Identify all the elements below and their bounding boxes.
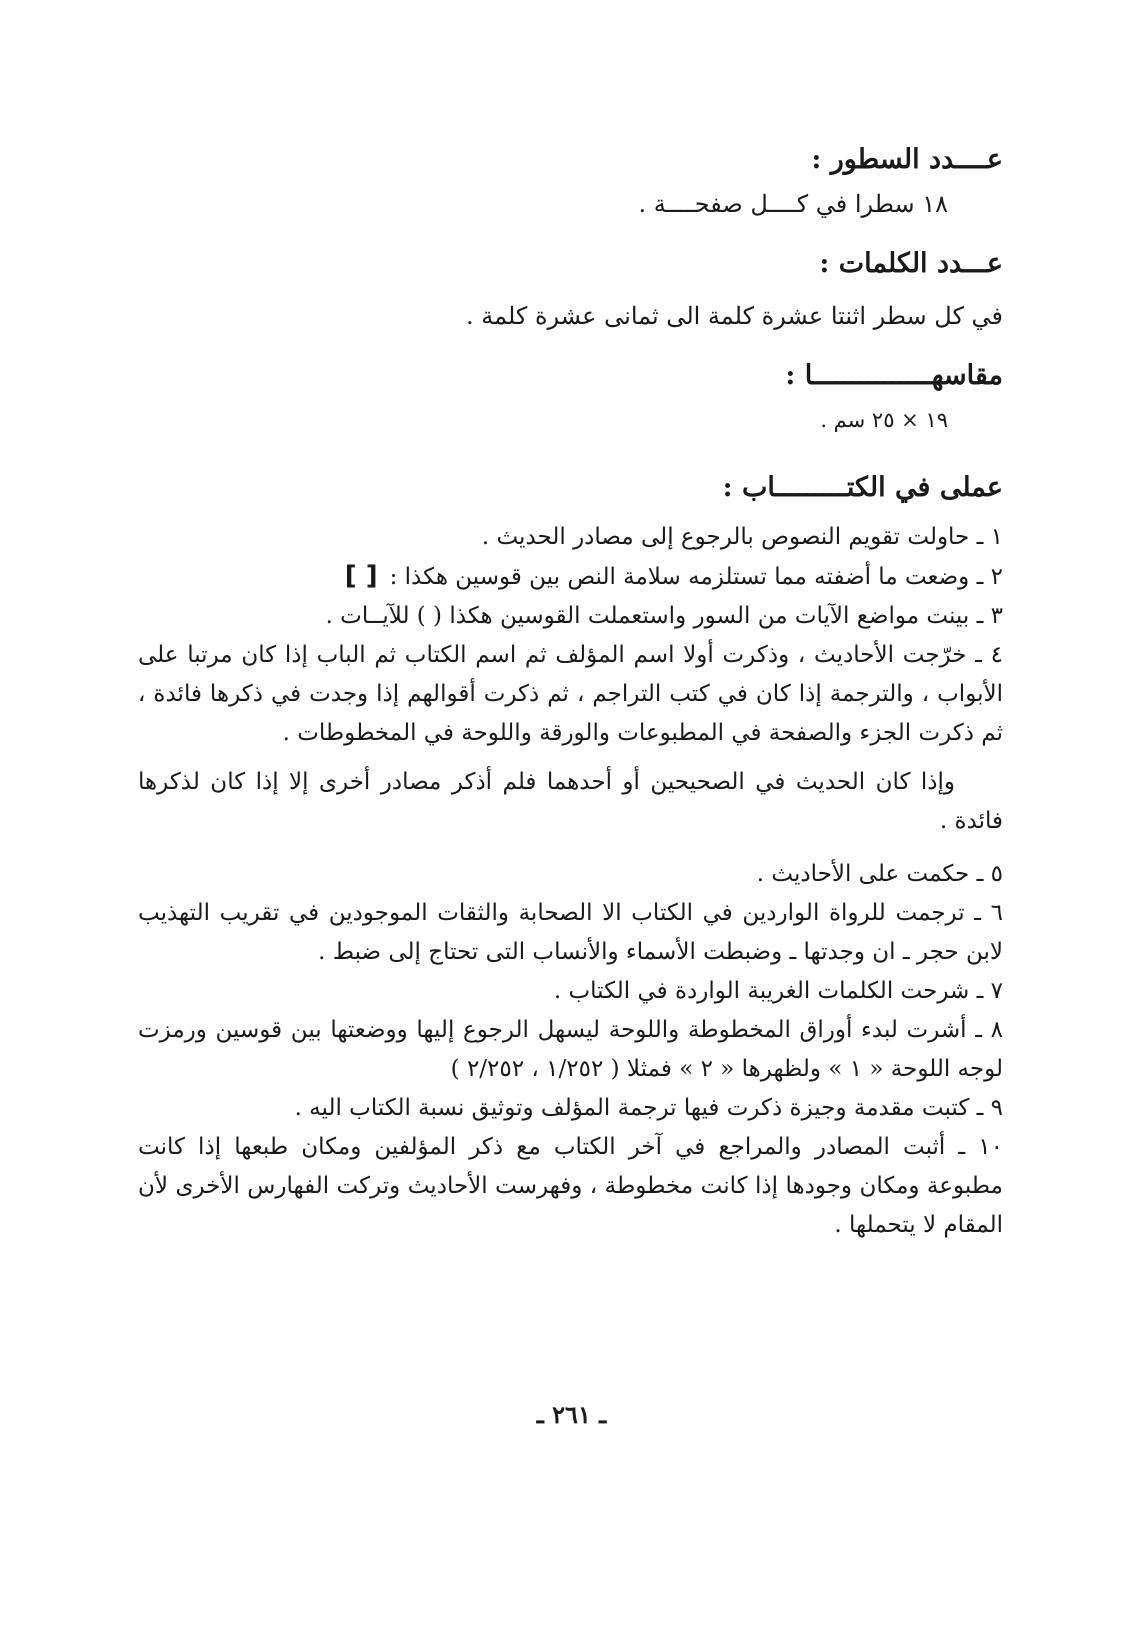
bracket-symbol: [ ] xyxy=(344,561,378,591)
work-list-part1 xyxy=(138,518,1003,753)
work-item-4: ٤ ـ خرّجت الأحاديث ، وذكرت أولا اسم المؤلف ثم اسم الكتاب ثم الباب إذا كان مرتبا على الأبواب ، والترجمة إذا كان في كتب التراجم ، ثم ذكرت أقوالهم إذا وجدت في ذكرها فائدة ، ثم ذكرت الجزء والصفحة في المطبوعات والورقة واللوحة في المخطوطات . xyxy=(138,642,1003,746)
lines-value: ١٨ سطرا في كــــل صفحــــة . xyxy=(638,190,948,218)
page-number: ـ ٢٦١ ـ xyxy=(536,1400,607,1429)
work-item-6: ٦ ـ ترجمت للرواة الواردين في الكتاب الا الصحابة والثقات الموجودين في تقريب التهذيب لابن حجر ـ ان وجدتها ـ وضبطت الأسماء والأنساب التى تحتاج إلى ضبط . xyxy=(138,900,1003,965)
size-value: ١٩ × ٢٥ سم . xyxy=(820,408,948,432)
spacer xyxy=(138,336,1003,356)
hadith-paragraph: وإذا كان الحديث في الصحيحين أو أحدهما فلم أذكر مصادر أخرى إلا إذا كان لذكرها فائدة . xyxy=(138,769,1003,834)
words-value: في كل سطر اثنتا عشرة كلمة الى ثمانى عشرة كلمة . xyxy=(465,302,1003,330)
spacer xyxy=(138,224,1003,244)
words-heading: عـــدد الكلمات : xyxy=(819,248,1003,279)
spacer xyxy=(138,440,1003,468)
work-item-7: ٧ ـ شرحت الكلمات الغريبة الواردة في الكتاب . xyxy=(553,978,1003,1004)
work-item-2: ٢ ـ وضعت ما أضفته مما تستلزمه سلامة النص بين قوسين هكذا :[ ] xyxy=(138,557,1003,597)
work-item-8: ٨ ـ أشرت لبدء أوراق المخطوطة واللوحة ليسهل الرجوع إليها ووضعتها بين قوسين ورمزت لوجه اللوحة « ١ » ولظهرها « ٢ » فمثلا ( ١/٢٥٢ ، ٢/٢٥٢ ) xyxy=(138,1017,1003,1082)
work-item-5: ٥ ـ حكمت على الأحاديث . xyxy=(756,861,1003,887)
work-item-10: ١٠ ـ أثبت المصادر والمراجع في آخر الكتاب مع ذكر المؤلفين ومكان طبعها إذا كانت مطبوعة ومكان وجودها إذا كانت مخطوطة ، وفهرست الأحاديث وتركت الفهارس الأخرى لأن المقام لا يتحملها . xyxy=(138,1134,1003,1238)
work-list-part2 xyxy=(138,855,1003,1245)
work-item-9: ٩ ـ كتبت مقدمة وجيزة ذكرت فيها ترجمة المؤلف وتوثيق نسبة الكتاب اليه . xyxy=(294,1095,1003,1121)
work-item-1: ١ ـ حاولت تقويم النصوص بالرجوع إلى مصادر الحديث . xyxy=(481,524,1003,550)
work-heading: عملى في الكتـــــــــاب : xyxy=(722,472,1003,503)
page-content xyxy=(138,140,1003,1245)
lines-heading: عــــدد السطور : xyxy=(811,144,1003,175)
size-heading: مقاسهـــــــــــــــا : xyxy=(785,360,1003,391)
work-item-3: ٣ ـ بينت مواضع الآيات من السور واستعملت القوسين هكذا ( ) للآيــات . xyxy=(325,603,1003,629)
